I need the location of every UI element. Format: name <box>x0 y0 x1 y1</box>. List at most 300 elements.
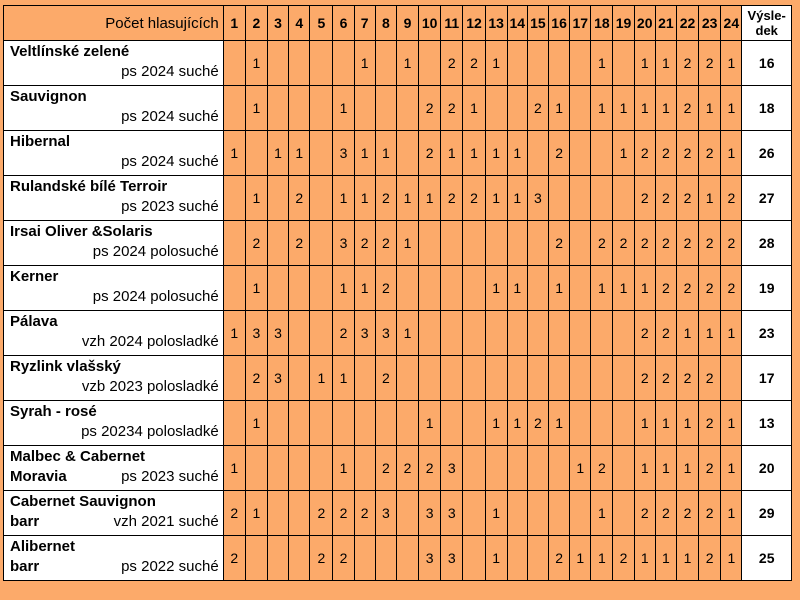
vote-cell-judge-14: 1 <box>507 131 527 176</box>
vote-cell-judge-9 <box>396 401 418 446</box>
vote-cell-judge-14 <box>507 356 527 401</box>
wine-description: ps 2024 suché <box>121 63 219 80</box>
vote-cell-judge-3 <box>267 401 288 446</box>
wine-name: Pálava <box>10 313 58 330</box>
vote-cell-judge-3 <box>267 86 288 131</box>
vote-cell-judge-7 <box>354 401 375 446</box>
vote-cell-judge-22: 2 <box>676 491 698 536</box>
vote-cell-judge-22: 1 <box>676 311 698 356</box>
wine-description: ps 20234 polosladké <box>81 423 219 440</box>
vote-cell-judge-24: 1 <box>721 491 742 536</box>
vote-cell-judge-9 <box>396 86 418 131</box>
vote-cell-judge-21: 1 <box>655 41 676 86</box>
judge-number-9: 9 <box>396 6 418 41</box>
vote-cell-judge-24: 2 <box>721 176 742 221</box>
result-cell: 27 <box>742 176 792 221</box>
wine-cell <box>4 536 224 581</box>
vote-cell-judge-14 <box>507 491 527 536</box>
vote-cell-judge-6: 3 <box>333 131 354 176</box>
vote-cell-judge-13: 1 <box>485 401 507 446</box>
judge-number-4: 4 <box>289 6 310 41</box>
vote-cell-judge-5 <box>310 221 333 266</box>
wine-row <box>4 491 792 536</box>
vote-cell-judge-12 <box>463 536 485 581</box>
vote-cell-judge-1: 1 <box>223 311 245 356</box>
judge-number-3: 3 <box>267 6 288 41</box>
vote-cell-judge-10 <box>419 221 441 266</box>
vote-cell-judge-23: 2 <box>699 491 721 536</box>
vote-cell-judge-19 <box>613 41 634 86</box>
vote-cell-judge-6: 1 <box>333 176 354 221</box>
vote-cell-judge-6: 1 <box>333 266 354 311</box>
vote-cell-judge-18: 1 <box>591 266 613 311</box>
vote-cell-judge-3 <box>267 491 288 536</box>
wine-cell <box>4 446 224 491</box>
vote-cell-judge-13: 1 <box>485 41 507 86</box>
vote-cell-judge-6: 2 <box>333 491 354 536</box>
vote-cell-judge-18: 2 <box>591 446 613 491</box>
vote-cell-judge-3: 3 <box>267 356 288 401</box>
vote-cell-judge-8 <box>375 41 396 86</box>
vote-cell-judge-23: 2 <box>699 536 721 581</box>
vote-cell-judge-1 <box>223 356 245 401</box>
vote-cell-judge-5 <box>310 446 333 491</box>
vote-cell-judge-21: 1 <box>655 446 676 491</box>
wine-cell <box>4 401 224 446</box>
vote-cell-judge-14 <box>507 446 527 491</box>
vote-cell-judge-9 <box>396 356 418 401</box>
vote-cell-judge-9: 1 <box>396 221 418 266</box>
vote-cell-judge-15 <box>527 41 548 86</box>
wine-name: Ryzlink vlašský <box>10 358 121 375</box>
vote-cell-judge-11: 2 <box>441 86 463 131</box>
vote-cell-judge-12 <box>463 356 485 401</box>
vote-cell-judge-7: 1 <box>354 176 375 221</box>
vote-cell-judge-4: 2 <box>289 176 310 221</box>
vote-cell-judge-12: 2 <box>463 176 485 221</box>
vote-cell-judge-13 <box>485 446 507 491</box>
vote-cell-judge-7 <box>354 356 375 401</box>
vote-cell-judge-15 <box>527 131 548 176</box>
judge-number-22: 22 <box>676 6 698 41</box>
vote-cell-judge-16 <box>549 41 570 86</box>
vote-cell-judge-1: 2 <box>223 536 245 581</box>
vote-cell-judge-5 <box>310 176 333 221</box>
vote-cell-judge-8: 3 <box>375 491 396 536</box>
wine-description: ps 2024 polosuché <box>92 288 219 305</box>
result-cell: 20 <box>742 446 792 491</box>
vote-cell-judge-5 <box>310 266 333 311</box>
vote-cell-judge-9 <box>396 536 418 581</box>
vote-cell-judge-24: 1 <box>721 86 742 131</box>
vote-cell-judge-11: 1 <box>441 131 463 176</box>
judge-number-6: 6 <box>333 6 354 41</box>
vote-cell-judge-20: 1 <box>634 446 655 491</box>
vote-cell-judge-21: 1 <box>655 536 676 581</box>
vote-cell-judge-16 <box>549 176 570 221</box>
wine-description: ps 2023 suché <box>121 198 219 215</box>
vote-cell-judge-4 <box>289 401 310 446</box>
vote-cell-judge-11 <box>441 401 463 446</box>
vote-cell-judge-19: 2 <box>613 536 634 581</box>
vote-cell-judge-8 <box>375 86 396 131</box>
vote-cell-judge-1: 2 <box>223 491 245 536</box>
result-cell: 18 <box>742 86 792 131</box>
vote-cell-judge-19: 1 <box>613 131 634 176</box>
result-cell: 19 <box>742 266 792 311</box>
wine-name-line2: barr <box>10 513 40 530</box>
vote-cell-judge-22: 2 <box>676 131 698 176</box>
vote-cell-judge-20: 1 <box>634 536 655 581</box>
vote-cell-judge-8: 2 <box>375 266 396 311</box>
vote-cell-judge-14 <box>507 221 527 266</box>
vote-cell-judge-4 <box>289 446 310 491</box>
vote-cell-judge-1 <box>223 41 245 86</box>
vote-cell-judge-10: 1 <box>419 176 441 221</box>
vote-cell-judge-2: 2 <box>245 221 267 266</box>
vote-cell-judge-13: 1 <box>485 491 507 536</box>
vote-cell-judge-18 <box>591 311 613 356</box>
vote-cell-judge-14: 1 <box>507 176 527 221</box>
vote-cell-judge-7: 2 <box>354 221 375 266</box>
vote-cell-judge-16: 2 <box>549 536 570 581</box>
vote-cell-judge-4: 2 <box>289 221 310 266</box>
result-cell: 25 <box>742 536 792 581</box>
wine-name: Alibernet <box>10 538 76 555</box>
vote-cell-judge-18 <box>591 176 613 221</box>
vote-cell-judge-15: 2 <box>527 401 548 446</box>
vote-cell-judge-23: 2 <box>699 41 721 86</box>
judge-number-7: 7 <box>354 6 375 41</box>
vote-cell-judge-18 <box>591 401 613 446</box>
vote-cell-judge-5 <box>310 401 333 446</box>
vote-cell-judge-4 <box>289 41 310 86</box>
vote-cell-judge-5: 1 <box>310 356 333 401</box>
vote-cell-judge-11: 3 <box>441 446 463 491</box>
vote-cell-judge-22: 1 <box>676 401 698 446</box>
judge-number-16: 16 <box>549 6 570 41</box>
wine-row <box>4 356 792 401</box>
vote-cell-judge-9: 1 <box>396 311 418 356</box>
judge-number-12: 12 <box>463 6 485 41</box>
vote-cell-judge-17 <box>570 86 591 131</box>
vote-cell-judge-15 <box>527 311 548 356</box>
vote-cell-judge-8 <box>375 536 396 581</box>
vote-cell-judge-3: 1 <box>267 131 288 176</box>
vote-cell-judge-22: 1 <box>676 446 698 491</box>
wine-row <box>4 131 792 176</box>
vote-cell-judge-13 <box>485 221 507 266</box>
vote-cell-judge-7 <box>354 86 375 131</box>
vote-cell-judge-17 <box>570 176 591 221</box>
vote-cell-judge-24 <box>721 356 742 401</box>
vote-cell-judge-20: 1 <box>634 86 655 131</box>
result-header-line1: Výsle- <box>747 8 786 23</box>
vote-cell-judge-6: 1 <box>333 446 354 491</box>
table-body <box>4 41 792 581</box>
vote-cell-judge-8: 2 <box>375 221 396 266</box>
vote-cell-judge-23: 2 <box>699 446 721 491</box>
vote-cell-judge-5: 2 <box>310 491 333 536</box>
vote-cell-judge-20: 2 <box>634 131 655 176</box>
vote-cell-judge-10: 3 <box>419 491 441 536</box>
wine-voting-table <box>3 5 792 581</box>
vote-cell-judge-21: 2 <box>655 311 676 356</box>
vote-cell-judge-9: 1 <box>396 176 418 221</box>
vote-cell-judge-21: 2 <box>655 131 676 176</box>
vote-cell-judge-11 <box>441 221 463 266</box>
vote-cell-judge-1: 1 <box>223 131 245 176</box>
wine-name: Sauvignon <box>10 88 87 105</box>
vote-cell-judge-1 <box>223 86 245 131</box>
vote-cell-judge-16: 1 <box>549 266 570 311</box>
vote-cell-judge-16 <box>549 446 570 491</box>
vote-cell-judge-20: 1 <box>634 266 655 311</box>
voters-count-label: Počet hlasujících <box>4 6 224 41</box>
vote-cell-judge-11: 3 <box>441 536 463 581</box>
vote-cell-judge-2: 1 <box>245 176 267 221</box>
vote-cell-judge-22: 2 <box>676 86 698 131</box>
wine-name: Veltlínské zelené <box>10 43 130 60</box>
vote-cell-judge-18: 1 <box>591 86 613 131</box>
vote-cell-judge-13: 1 <box>485 176 507 221</box>
vote-cell-judge-14: 1 <box>507 266 527 311</box>
wine-cell <box>4 266 224 311</box>
vote-cell-judge-17: 1 <box>570 446 591 491</box>
wine-name-line2: Moravia <box>10 468 67 485</box>
vote-cell-judge-4 <box>289 86 310 131</box>
vote-cell-judge-11 <box>441 266 463 311</box>
vote-cell-judge-17 <box>570 41 591 86</box>
vote-cell-judge-12 <box>463 401 485 446</box>
wine-name: Kerner <box>10 268 59 285</box>
vote-cell-judge-2: 1 <box>245 401 267 446</box>
judge-number-21: 21 <box>655 6 676 41</box>
vote-cell-judge-19 <box>613 356 634 401</box>
judge-number-17: 17 <box>570 6 591 41</box>
vote-cell-judge-16 <box>549 311 570 356</box>
vote-cell-judge-12 <box>463 266 485 311</box>
vote-cell-judge-15: 3 <box>527 176 548 221</box>
vote-cell-judge-9: 1 <box>396 41 418 86</box>
vote-cell-judge-7: 3 <box>354 311 375 356</box>
vote-cell-judge-4: 1 <box>289 131 310 176</box>
wine-cell <box>4 311 224 356</box>
vote-cell-judge-7: 1 <box>354 131 375 176</box>
vote-cell-judge-2: 1 <box>245 41 267 86</box>
wine-name: Syrah - rosé <box>10 403 97 420</box>
vote-cell-judge-21: 1 <box>655 86 676 131</box>
vote-cell-judge-17: 1 <box>570 536 591 581</box>
vote-cell-judge-13 <box>485 311 507 356</box>
vote-cell-judge-16: 1 <box>549 401 570 446</box>
vote-cell-judge-4 <box>289 491 310 536</box>
vote-cell-judge-17 <box>570 266 591 311</box>
judge-number-19: 19 <box>613 6 634 41</box>
vote-cell-judge-24: 1 <box>721 41 742 86</box>
vote-cell-judge-12: 1 <box>463 131 485 176</box>
vote-cell-judge-21: 2 <box>655 221 676 266</box>
vote-cell-judge-10 <box>419 266 441 311</box>
vote-cell-judge-23: 2 <box>699 356 721 401</box>
vote-cell-judge-18: 1 <box>591 41 613 86</box>
vote-cell-judge-21: 1 <box>655 401 676 446</box>
vote-cell-judge-22: 1 <box>676 536 698 581</box>
vote-cell-judge-22: 2 <box>676 176 698 221</box>
vote-cell-judge-10 <box>419 311 441 356</box>
vote-cell-judge-23: 2 <box>699 401 721 446</box>
vote-cell-judge-14 <box>507 536 527 581</box>
vote-cell-judge-5 <box>310 131 333 176</box>
vote-cell-judge-5 <box>310 41 333 86</box>
vote-cell-judge-17 <box>570 131 591 176</box>
vote-cell-judge-10: 1 <box>419 401 441 446</box>
judge-number-14: 14 <box>507 6 527 41</box>
wine-cell <box>4 86 224 131</box>
judge-number-8: 8 <box>375 6 396 41</box>
vote-cell-judge-24: 1 <box>721 446 742 491</box>
vote-cell-judge-11: 2 <box>441 176 463 221</box>
vote-cell-judge-24: 1 <box>721 131 742 176</box>
vote-cell-judge-23: 2 <box>699 131 721 176</box>
vote-cell-judge-5 <box>310 86 333 131</box>
vote-cell-judge-23: 1 <box>699 311 721 356</box>
vote-cell-judge-20: 2 <box>634 311 655 356</box>
vote-cell-judge-2: 3 <box>245 311 267 356</box>
vote-cell-judge-17 <box>570 401 591 446</box>
vote-cell-judge-17 <box>570 221 591 266</box>
vote-cell-judge-7: 2 <box>354 491 375 536</box>
judge-number-1: 1 <box>223 6 245 41</box>
vote-cell-judge-2: 2 <box>245 356 267 401</box>
vote-cell-judge-21: 2 <box>655 356 676 401</box>
wine-row <box>4 86 792 131</box>
wine-row <box>4 176 792 221</box>
vote-cell-judge-4 <box>289 311 310 356</box>
wine-description: ps 2024 polosuché <box>92 243 219 260</box>
vote-cell-judge-22: 2 <box>676 41 698 86</box>
vote-cell-judge-15 <box>527 221 548 266</box>
wine-cell <box>4 131 224 176</box>
vote-cell-judge-10: 2 <box>419 131 441 176</box>
vote-cell-judge-19 <box>613 491 634 536</box>
vote-cell-judge-22: 2 <box>676 221 698 266</box>
wine-name: Malbec & Cabernet <box>10 448 146 465</box>
wine-cell <box>4 356 224 401</box>
vote-cell-judge-4 <box>289 356 310 401</box>
vote-cell-judge-24: 1 <box>721 401 742 446</box>
vote-cell-judge-20: 1 <box>634 401 655 446</box>
vote-cell-judge-15: 2 <box>527 86 548 131</box>
result-cell: 28 <box>742 221 792 266</box>
vote-cell-judge-15 <box>527 491 548 536</box>
vote-cell-judge-3 <box>267 266 288 311</box>
vote-cell-judge-20: 1 <box>634 41 655 86</box>
judge-number-5: 5 <box>310 6 333 41</box>
vote-cell-judge-14 <box>507 41 527 86</box>
vote-cell-judge-8: 1 <box>375 131 396 176</box>
vote-cell-judge-1 <box>223 401 245 446</box>
vote-cell-judge-19: 1 <box>613 86 634 131</box>
vote-cell-judge-24: 1 <box>721 536 742 581</box>
vote-cell-judge-12 <box>463 311 485 356</box>
vote-cell-judge-10: 3 <box>419 536 441 581</box>
vote-cell-judge-3 <box>267 41 288 86</box>
wine-description: vzb 2023 polosladké <box>81 378 219 395</box>
wine-name: Cabernet Sauvignon <box>10 493 156 510</box>
vote-cell-judge-2 <box>245 131 267 176</box>
vote-cell-judge-14: 1 <box>507 401 527 446</box>
wine-name: Irsai Oliver &Solaris <box>10 223 153 240</box>
vote-cell-judge-20: 2 <box>634 356 655 401</box>
vote-cell-judge-10: 2 <box>419 446 441 491</box>
vote-cell-judge-4 <box>289 536 310 581</box>
vote-cell-judge-16: 2 <box>549 131 570 176</box>
result-header <box>742 6 792 41</box>
vote-cell-judge-1: 1 <box>223 446 245 491</box>
vote-cell-judge-1 <box>223 176 245 221</box>
vote-cell-judge-24: 2 <box>721 221 742 266</box>
vote-cell-judge-13: 1 <box>485 536 507 581</box>
vote-cell-judge-12 <box>463 491 485 536</box>
vote-cell-judge-12 <box>463 221 485 266</box>
vote-cell-judge-17 <box>570 356 591 401</box>
vote-cell-judge-24: 1 <box>721 311 742 356</box>
vote-cell-judge-21: 2 <box>655 266 676 311</box>
vote-cell-judge-18: 1 <box>591 491 613 536</box>
judge-number-11: 11 <box>441 6 463 41</box>
vote-cell-judge-15 <box>527 266 548 311</box>
vote-cell-judge-1 <box>223 266 245 311</box>
vote-cell-judge-2 <box>245 446 267 491</box>
wine-row <box>4 266 792 311</box>
vote-cell-judge-21: 2 <box>655 491 676 536</box>
vote-cell-judge-3 <box>267 176 288 221</box>
vote-cell-judge-19: 1 <box>613 266 634 311</box>
wine-row <box>4 41 792 86</box>
vote-cell-judge-6: 3 <box>333 221 354 266</box>
judge-number-10: 10 <box>419 6 441 41</box>
vote-cell-judge-7 <box>354 536 375 581</box>
vote-cell-judge-19 <box>613 446 634 491</box>
wine-row <box>4 536 792 581</box>
wine-name: Hibernal <box>10 133 71 150</box>
vote-cell-judge-18: 1 <box>591 536 613 581</box>
vote-cell-judge-14 <box>507 86 527 131</box>
vote-cell-judge-23: 2 <box>699 266 721 311</box>
vote-cell-judge-6 <box>333 401 354 446</box>
judge-number-24: 24 <box>721 6 742 41</box>
wine-row <box>4 401 792 446</box>
wine-description: ps 2024 suché <box>121 153 219 170</box>
wine-cell <box>4 491 224 536</box>
vote-cell-judge-24: 2 <box>721 266 742 311</box>
wine-description: vzh 2024 polosladké <box>81 333 219 350</box>
vote-cell-judge-2: 1 <box>245 491 267 536</box>
vote-cell-judge-4 <box>289 266 310 311</box>
vote-cell-judge-20: 2 <box>634 491 655 536</box>
wine-cell <box>4 176 224 221</box>
wine-description: ps 2024 suché <box>121 108 219 125</box>
vote-cell-judge-11 <box>441 356 463 401</box>
vote-cell-judge-19 <box>613 311 634 356</box>
header-row <box>4 6 792 41</box>
vote-cell-judge-23: 1 <box>699 86 721 131</box>
vote-cell-judge-10: 2 <box>419 86 441 131</box>
wine-cell <box>4 221 224 266</box>
vote-cell-judge-3 <box>267 536 288 581</box>
vote-cell-judge-2 <box>245 536 267 581</box>
